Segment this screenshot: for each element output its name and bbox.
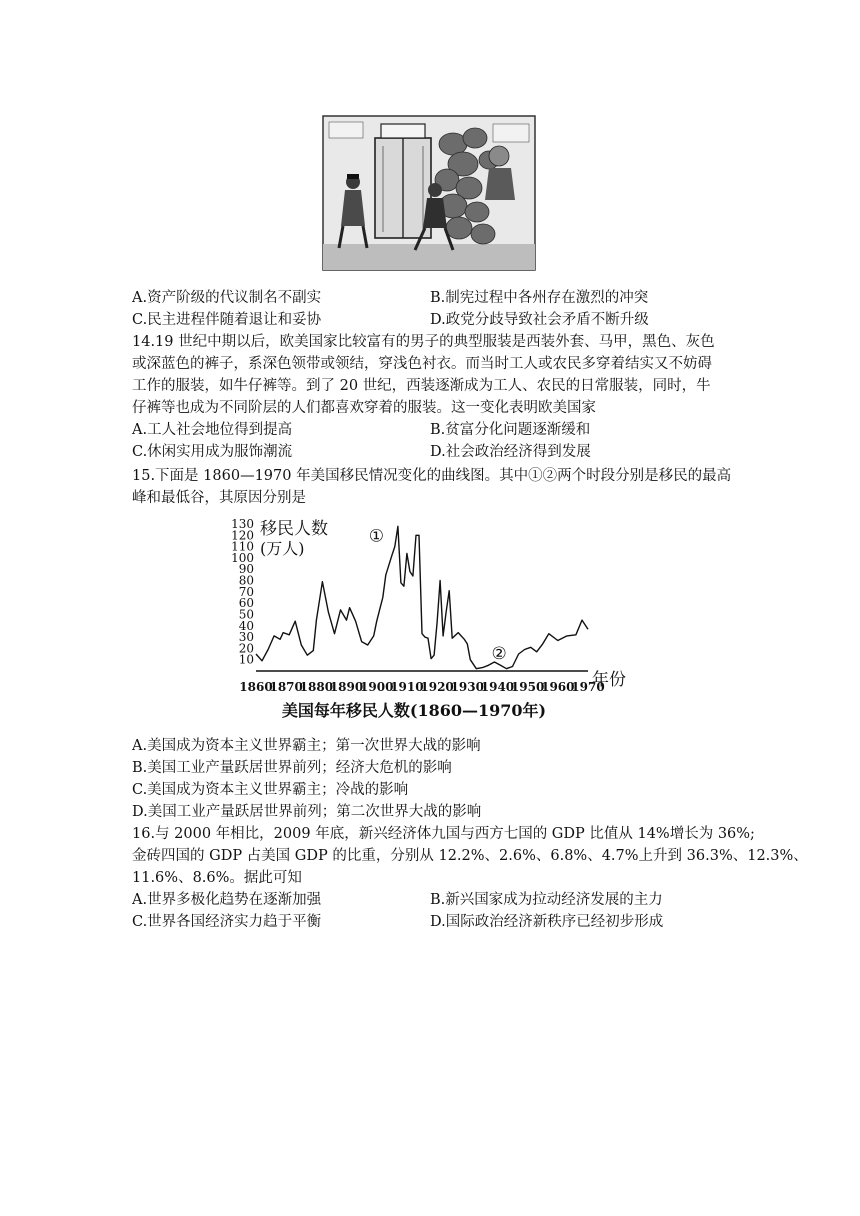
x-tick-label: 1920 <box>420 680 454 694</box>
x-tick-label: 1890 <box>329 680 364 694</box>
y-tick-label: 110 <box>231 539 254 554</box>
q14-option-d: D.社会政治经济得到发展 <box>430 444 591 460</box>
q16-option-b: B.新兴国家成为拉动经济发展的主力 <box>430 892 663 908</box>
annotation-peak: ① <box>368 526 384 547</box>
immigration-line-chart <box>231 517 636 724</box>
x-tick-label: 1940 <box>480 680 515 694</box>
x-tick-label: 1960 <box>541 680 575 694</box>
q14-stem-line-4: 仔裤等也成为不同阶层的人们都喜欢穿着的服装。这一变化表明欧美国家 <box>132 400 596 416</box>
y-tick-label: 10 <box>238 652 254 667</box>
y-tick-label: 20 <box>238 641 254 656</box>
x-tick-label: 1970 <box>571 680 605 694</box>
y-tick-label: 130 <box>231 517 254 531</box>
q13-option-d: D.政党分歧导致社会矛盾不断升级 <box>430 312 649 328</box>
q14-option-a: A.工人社会地位得到提高 <box>132 422 293 438</box>
q13-option-c: C.民主进程伴随着退让和妥协 <box>132 312 322 328</box>
x-tick-label: 1950 <box>510 680 545 694</box>
q15-option-a: A.美国成为资本主义世界霸主；第一次世界大战的影响 <box>132 738 481 754</box>
q15-option-d: D.美国工业产量跃居世界前列；第二次世界大战的影响 <box>132 804 482 820</box>
x-tick-label: 1900 <box>360 680 394 694</box>
y-tick-label: 120 <box>231 528 254 543</box>
q15-stem-line-1: 15.下面是 1860—1970 年美国移民情况变化的曲线图。其中①②两个时段分别是移民的最高 <box>132 468 732 484</box>
y-axis-label-line-1: 移民人数 <box>260 519 328 539</box>
x-tick-label: 1880 <box>299 680 334 694</box>
q15-option-b: B.美国工业产量跃居世界前列；经济大危机的影响 <box>132 760 452 776</box>
y-tick-label: 50 <box>238 607 254 622</box>
chart-title: 美国每年移民人数(1860—1970年) <box>281 701 547 720</box>
q16-stem-line-3: 11.6%、8.6%。据此可知 <box>132 870 302 886</box>
x-tick-label: 1860 <box>239 680 273 694</box>
immigration-series-line <box>256 526 588 668</box>
y-tick-label: 60 <box>238 596 254 611</box>
y-tick-label: 40 <box>238 618 254 633</box>
q16-option-a: A.世界多极化趋势在逐渐加强 <box>132 892 322 908</box>
q14-stem-line-2: 或深蓝色的裤子，系深色领带或领结，穿浅色衬衣。而当时工人或农民多穿着结实又不妨碍 <box>132 356 712 372</box>
q16-stem-line-1: 16.与 2000 年相比，2009 年底，新兴经济体九国与西方七国的 GDP 比值从 14%增长为 36%; <box>132 826 755 842</box>
x-tick-label: 1910 <box>390 680 424 694</box>
y-axis-label-line-2: (万人) <box>260 539 305 558</box>
y-tick-label: 30 <box>238 630 254 645</box>
q13-option-a: A.资产阶级的代议制名不副实 <box>132 290 322 306</box>
y-tick-label: 90 <box>238 562 254 577</box>
annotation-trough: ② <box>491 643 507 664</box>
q14-option-c: C.休闲实用成为服饰潮流 <box>132 444 293 460</box>
q16-option-d: D.国际政治经济新秩序已经初步形成 <box>430 914 664 930</box>
q14-stem-line-1: 14.19 世纪中期以后，欧美国家比较富有的男子的典型服装是西装外套、马甲，黑色、灰色 <box>132 334 715 350</box>
q13-option-b: B.制宪过程中各州存在激烈的冲突 <box>430 290 649 306</box>
x-axis-label: 年份 <box>592 670 626 690</box>
q16-option-c: C.世界各国经济实力趋于平衡 <box>132 914 322 930</box>
q16-stem-line-2: 金砖四国的 GDP 占美国 GDP 的比重，分别从 12.2%、2.6%、6.8%、4.7%上升到 36.3%、12.3%、 <box>132 848 808 864</box>
y-tick-label: 80 <box>238 573 254 588</box>
q15-stem-line-2: 峰和最低谷，其原因分别是 <box>132 490 306 506</box>
x-tick-label: 1930 <box>450 680 484 694</box>
q14-stem-line-3: 工作的服装，如牛仔裤等。到了 20 世纪，西装逐渐成为工人、农民的日常服装，同时，牛 <box>132 378 711 394</box>
y-tick-label: 100 <box>231 550 254 565</box>
y-tick-label: 70 <box>238 584 254 599</box>
q15-option-c: C.美国成为资本主义世界霸主；冷战的影响 <box>132 782 409 798</box>
x-tick-label: 1870 <box>269 680 303 694</box>
political-cartoon-image <box>323 116 535 270</box>
q14-option-b: B.贫富分化问题逐渐缓和 <box>430 422 591 438</box>
